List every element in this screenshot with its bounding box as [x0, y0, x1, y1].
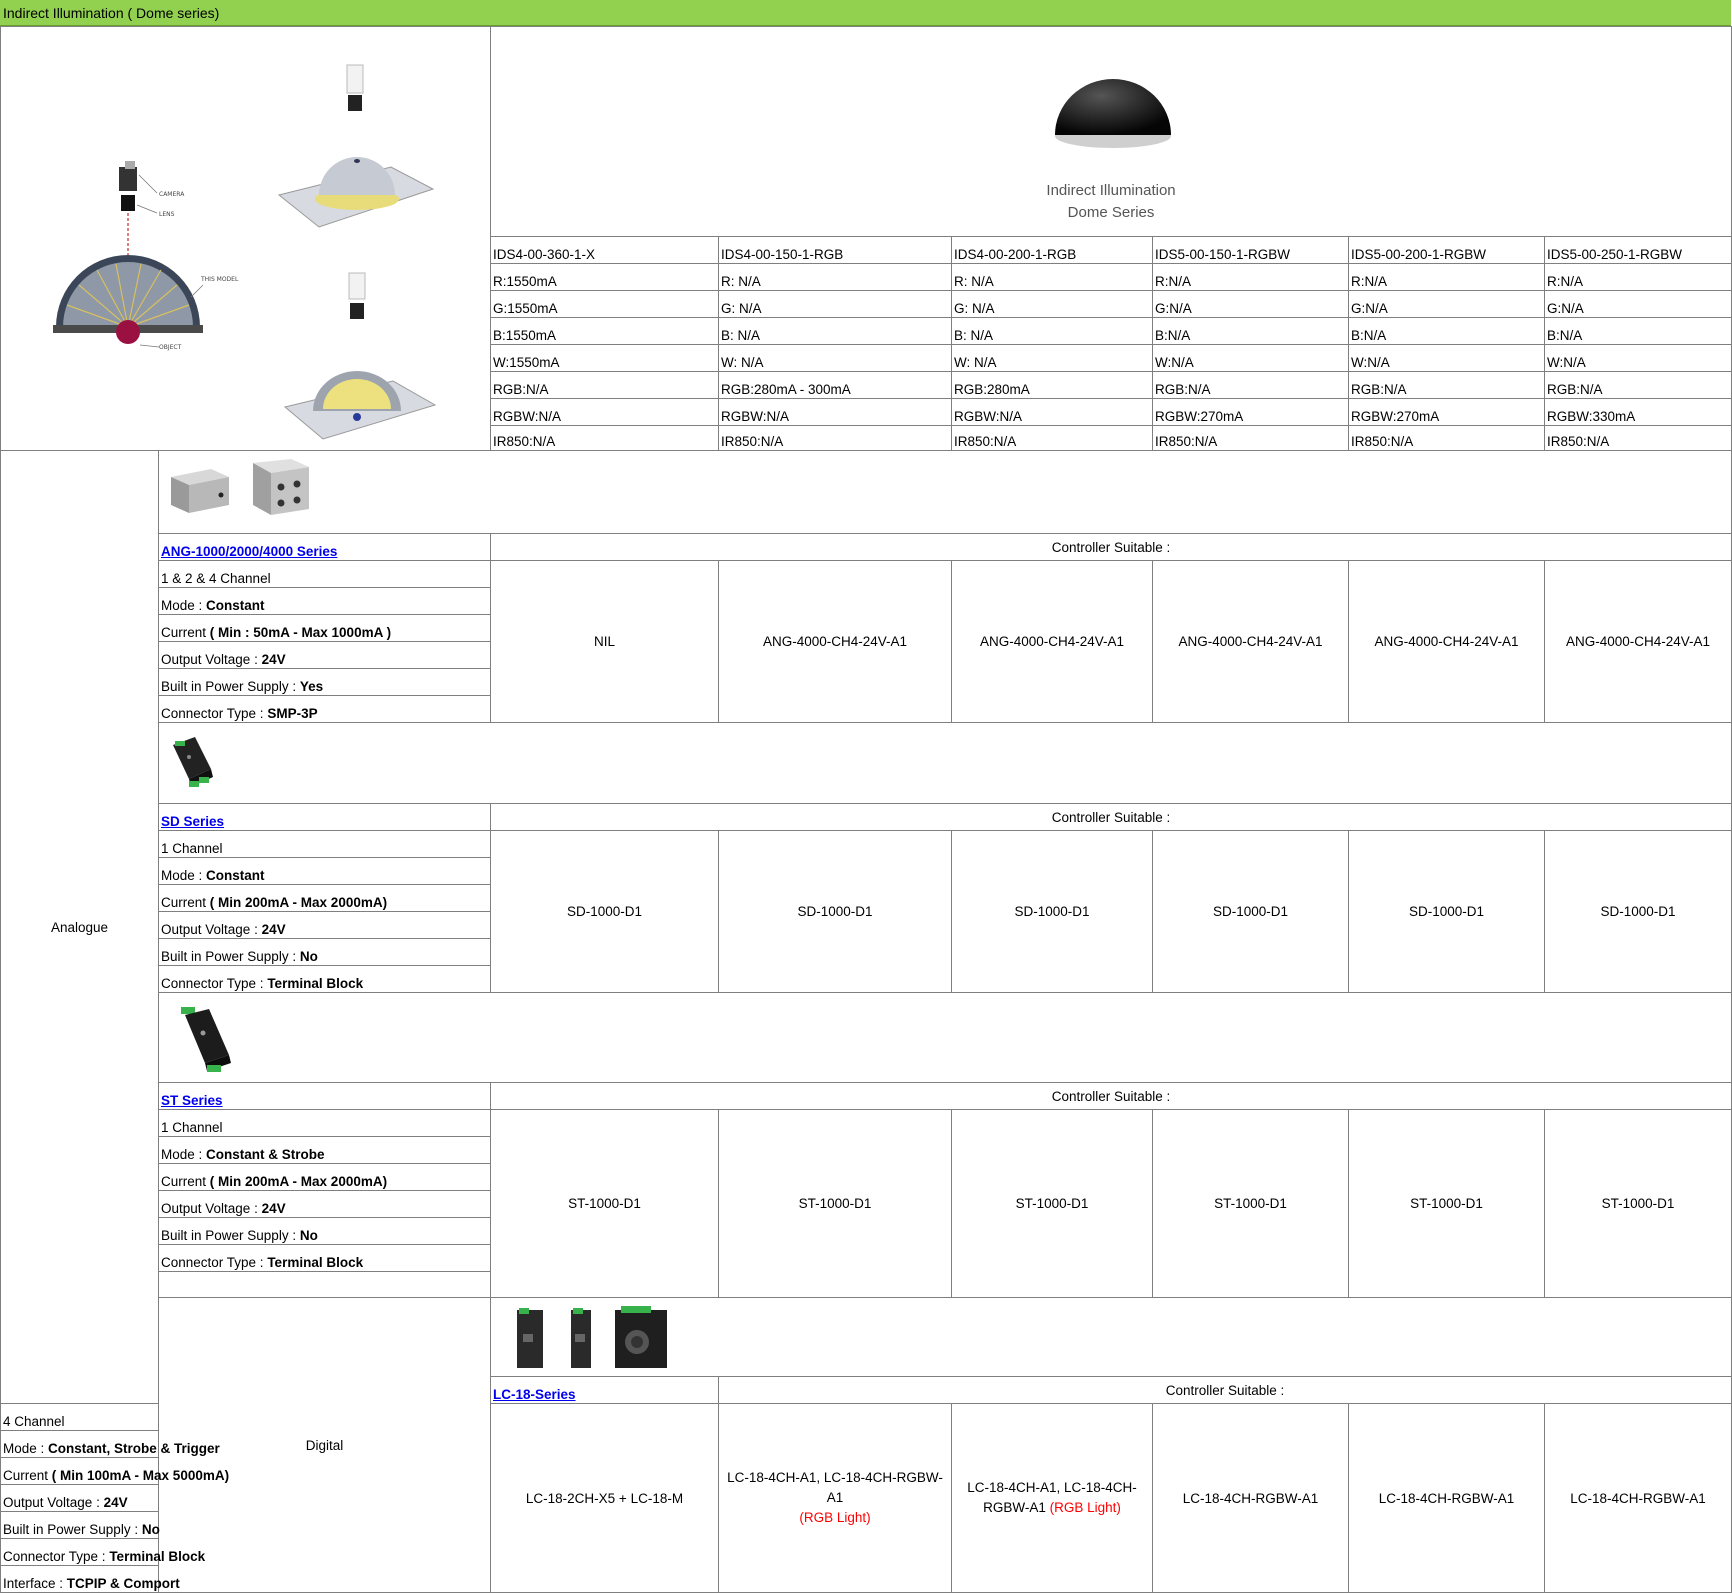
sd-channel: 1 Channel — [159, 831, 491, 858]
spec-cell: R:N/A — [1349, 264, 1545, 291]
spec-cell: G:N/A — [1153, 291, 1349, 318]
sd-controller-suitable: Controller Suitable : — [491, 804, 1732, 831]
spec-cell: RGBW:270mA — [1349, 399, 1545, 426]
spec-cell: IR850:N/A — [952, 426, 1153, 451]
spec-cell: RGB:N/A — [491, 372, 719, 399]
sd-mode: Mode : Constant — [159, 858, 491, 885]
spec-cell: W:N/A — [1349, 345, 1545, 372]
ang-current: Current ( Min : 50mA - Max 1000mA ) — [159, 615, 491, 642]
st-empty — [159, 1272, 491, 1298]
sd-controller-2: SD-1000-D1 — [719, 831, 952, 993]
sheet-title: Indirect Illumination ( Dome series) — [0, 0, 1731, 26]
spec-cell: G:N/A — [1545, 291, 1732, 318]
dome-top-view — [279, 65, 433, 227]
object-label: OBJECT — [159, 344, 182, 351]
lc-connector: Connector Type : Terminal Block — [1, 1539, 159, 1566]
spec-cell: RGB:280mA - 300mA — [719, 372, 952, 399]
sd-connector: Connector Type : Terminal Block — [159, 966, 491, 993]
spec-cell: G:1550mA — [491, 291, 719, 318]
ang-controller-suitable: Controller Suitable : — [491, 534, 1732, 561]
dome-hero-cell — [491, 27, 1732, 237]
spec-cell: RGB:N/A — [1545, 372, 1732, 399]
spec-cell: W: N/A — [952, 345, 1153, 372]
ang-connector: Connector Type : SMP-3P — [159, 696, 491, 723]
spec-cell: B:1550mA — [491, 318, 719, 345]
st-connector: Connector Type : Terminal Block — [159, 1245, 491, 1272]
spec-cell: RGBW:N/A — [952, 399, 1153, 426]
lc-series-anchor[interactable]: LC-18-Series — [493, 1387, 576, 1402]
ang-power: Built in Power Supply : Yes — [159, 669, 491, 696]
ang-mode: Mode : Constant — [159, 588, 491, 615]
sd-controller-5: SD-1000-D1 — [1349, 831, 1545, 993]
model-name: IDS4-00-200-1-RGB — [952, 237, 1153, 264]
spec-cell: R: N/A — [952, 264, 1153, 291]
hero-subtitle: Dome Series — [1067, 204, 1155, 221]
spec-cell: RGB:N/A — [1349, 372, 1545, 399]
spec-cell: G:N/A — [1349, 291, 1545, 318]
lc-controller-suitable: Controller Suitable : — [719, 1377, 1732, 1404]
ang-controller-2: ANG-4000-CH4-24V-A1 — [719, 561, 952, 723]
st-mode: Mode : Constant & Strobe — [159, 1137, 491, 1164]
ang-channel: 1 & 2 & 4 Channel — [159, 561, 491, 588]
spec-cell: W:N/A — [1153, 345, 1349, 372]
spec-cell: B: N/A — [719, 318, 952, 345]
ang-controller-6: ANG-4000-CH4-24V-A1 — [1545, 561, 1732, 723]
st-controller-5: ST-1000-D1 — [1349, 1110, 1545, 1298]
dome-diagram-cell — [1, 27, 491, 451]
ang-series-anchor[interactable]: ANG-1000/2000/4000 Series — [161, 544, 338, 559]
st-controller-2: ST-1000-D1 — [719, 1110, 952, 1298]
lc-controller-1: LC-18-2CH-X5 + LC-18-M — [491, 1404, 719, 1593]
st-power: Built in Power Supply : No — [159, 1218, 491, 1245]
model-name: IDS4-00-360-1-X — [491, 237, 719, 264]
st-voltage: Output Voltage : 24V — [159, 1191, 491, 1218]
st-controller-1: ST-1000-D1 — [491, 1110, 719, 1298]
cross-section-diagram — [53, 161, 239, 351]
spec-cell: B:N/A — [1545, 318, 1732, 345]
sd-series-link[interactable] — [159, 804, 491, 831]
sd-controller-4: SD-1000-D1 — [1153, 831, 1349, 993]
sd-controller-3: SD-1000-D1 — [952, 831, 1153, 993]
category-analogue: Analogue — [1, 451, 159, 1404]
spec-cell: B:N/A — [1153, 318, 1349, 345]
ang-controller-1: NIL — [491, 561, 719, 723]
lc-mode: Mode : Constant, Strobe & Trigger — [1, 1431, 159, 1458]
ang-controller-image — [159, 451, 339, 533]
sd-voltage: Output Voltage : 24V — [159, 912, 491, 939]
spec-cell: R:N/A — [1153, 264, 1349, 291]
spec-cell: RGB:280mA — [952, 372, 1153, 399]
lc-current: Current ( Min 100mA - Max 5000mA) — [1, 1458, 159, 1485]
st-controller-suitable: Controller Suitable : — [491, 1083, 1732, 1110]
sd-image-cell — [159, 723, 1732, 804]
lc-interface: Interface : TCPIP & Comport — [1, 1566, 159, 1593]
spec-cell: G: N/A — [719, 291, 952, 318]
lc-controller-6: LC-18-4CH-RGBW-A1 — [1545, 1404, 1732, 1593]
model-name: IDS5-00-250-1-RGBW — [1545, 237, 1732, 264]
lc-controller-5: LC-18-4CH-RGBW-A1 — [1349, 1404, 1545, 1593]
spec-cell: R:1550mA — [491, 264, 719, 291]
st-controller-image — [159, 993, 249, 1082]
spec-cell: B:N/A — [1349, 318, 1545, 345]
spec-cell: RGB:N/A — [1153, 372, 1349, 399]
spec-cell: W:1550mA — [491, 345, 719, 372]
spec-cell: RGBW:330mA — [1545, 399, 1732, 426]
model-name: IDS5-00-200-1-RGBW — [1349, 237, 1545, 264]
spec-cell: R:N/A — [1545, 264, 1732, 291]
hero-title: Indirect Illumination — [1046, 182, 1176, 199]
spec-cell: W: N/A — [719, 345, 952, 372]
ang-controller-5: ANG-4000-CH4-24V-A1 — [1349, 561, 1545, 723]
st-channel: 1 Channel — [159, 1110, 491, 1137]
spec-cell: IR850:N/A — [491, 426, 719, 451]
lc-controller-3: LC-18-4CH-A1, LC-18-4CH-RGBW-A1 (RGB Light) — [952, 1404, 1153, 1593]
ang-controller-3: ANG-4000-CH4-24V-A1 — [952, 561, 1153, 723]
model-name: IDS4-00-150-1-RGB — [719, 237, 952, 264]
sd-controller-image — [159, 723, 239, 803]
ang-series-link[interactable] — [159, 534, 491, 561]
lc-channel: 4 Channel — [1, 1404, 159, 1431]
lens-label: LENS — [159, 211, 175, 218]
st-controller-3: ST-1000-D1 — [952, 1110, 1153, 1298]
camera-label: CAMERA — [159, 191, 185, 198]
spec-cell: G: N/A — [952, 291, 1153, 318]
lc-voltage: Output Voltage : 24V — [1, 1485, 159, 1512]
spec-cell: IR850:N/A — [719, 426, 952, 451]
spec-cell: RGBW:N/A — [491, 399, 719, 426]
spec-cell: IR850:N/A — [1153, 426, 1349, 451]
this-model-label: THIS MODEL — [201, 276, 239, 283]
lc-controller-4: LC-18-4CH-RGBW-A1 — [1153, 1404, 1349, 1593]
ang-image-cell — [159, 451, 1732, 534]
sd-current: Current ( Min 200mA - Max 2000mA) — [159, 885, 491, 912]
ang-voltage: Output Voltage : 24V — [159, 642, 491, 669]
spec-cell: IR850:N/A — [1545, 426, 1732, 451]
lc-controller-image — [491, 1298, 681, 1376]
lc-series-link[interactable] — [491, 1377, 719, 1404]
lc-power: Built in Power Supply : No — [1, 1512, 159, 1539]
spec-cell: R: N/A — [719, 264, 952, 291]
st-current: Current ( Min 200mA - Max 2000mA) — [159, 1164, 491, 1191]
spec-cell: RGBW:270mA — [1153, 399, 1349, 426]
spec-cell: RGBW:N/A — [719, 399, 952, 426]
lc-image-cell — [491, 1298, 1732, 1377]
st-image-cell — [159, 993, 1732, 1083]
lc-controller-2: LC-18-4CH-A1, LC-18-4CH-RGBW-A1 (RGB Light) — [719, 1404, 952, 1593]
spec-cell: IR850:N/A — [1349, 426, 1545, 451]
sd-controller-6: SD-1000-D1 — [1545, 831, 1732, 993]
sd-controller-1: SD-1000-D1 — [491, 831, 719, 993]
sd-power: Built in Power Supply : No — [159, 939, 491, 966]
st-series-link[interactable] — [159, 1083, 491, 1110]
ang-controller-4: ANG-4000-CH4-24V-A1 — [1153, 561, 1349, 723]
st-series-anchor[interactable]: ST Series — [161, 1093, 223, 1108]
st-controller-6: ST-1000-D1 — [1545, 1110, 1732, 1298]
product-grid — [0, 26, 1732, 1593]
spec-cell: W:N/A — [1545, 345, 1732, 372]
dome-diagram-illustration — [1, 27, 489, 450]
category-digital: Digital — [159, 1298, 491, 1593]
sd-series-anchor[interactable]: SD Series — [161, 814, 225, 829]
st-controller-4: ST-1000-D1 — [1153, 1110, 1349, 1298]
model-name: IDS5-00-150-1-RGBW — [1153, 237, 1349, 264]
spec-cell: B: N/A — [952, 318, 1153, 345]
dome-cutaway-view — [285, 273, 435, 439]
